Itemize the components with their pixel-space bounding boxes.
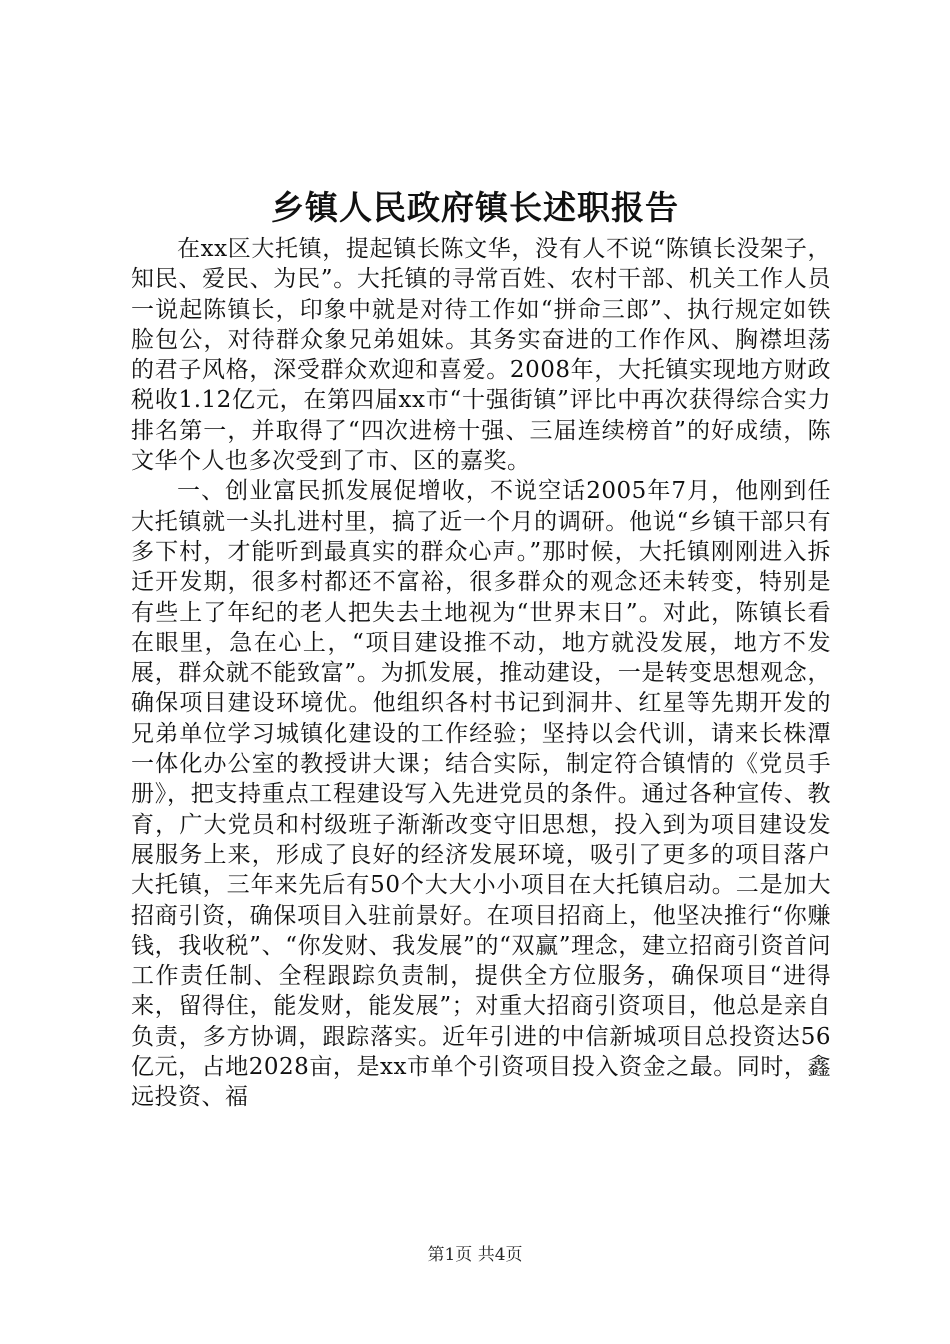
page-footer: 第1页 共4页	[427, 1245, 523, 1265]
document-body	[131, 234, 831, 1113]
paragraph-intro: 在xx区大托镇，提起镇长陈文华，没有人不说“陈镇长没架子，知民、爱民、为民”。大托镇的寻常百姓、农村干部、机关工作人员一说起陈镇长，印象中就是对待工作如“拼命三郎”、执行规定如铁脸包公，对待群众象兄弟姐妹。其务实奋进的工作作风、胸襟坦荡的君子风格，深受群众欢迎和喜爱。2008年，大托镇实现地方财政税收1.12亿元，在第四届xx市“十强街镇”评比中再次获得综合实力排名第一，并取得了“四次进榜十强、三届连续榜首”的好成绩，陈文华个人也多次受到了市、区的嘉奖。	[131, 236, 831, 475]
paragraph-section-one: 一、创业富民抓发展促增收，不说空话2005年7月，他刚到任大托镇就一头扎进村里，搞了近一个月的调研。他说“乡镇干部只有多下村，才能听到最真实的群众心声。”那时候，大托镇刚刚进入拆迁开发期，很多村都还不富裕，很多群众的观念还未转变，特别是有些上了年纪的老人把失去土地视为“世界末日”。对此，陈镇长看在眼里，急在心上，“项目建设推不动，地方就没发展，地方不发展，群众就不能致富”。为抓发展，推动建设，一是转变思想观念，确保项目建设环境优。他组织各村书记到洞井、红星等先期开发的兄弟单位学习城镇化建设的工作经验；坚持以会代训，请来长株潭一体化办公室的教授讲大课；结合实际，制定符合镇情的《党员手册》，把支持重点工程建设写入先进党员的条件。通过各种宣传、教育，广大党员和村级班子渐渐改变守旧思想，投入到为项目建设发展服务上来，形成了良好的经济发展环境，吸引了更多的项目落户大托镇，三年来先后有50个大大小小项目在大托镇启动。二是加大招商引资，确保项目入驻前景好。在项目招商上，他坚决推行“你赚钱，我收税”、“你发财、我发展”的“双赢”理念，建立招商引资首问工作责任制、全程跟踪负责制，提供全方位服务，确保项目“进得来，留得住，能发财，能发展”；对重大招商引资项目，他总是亲自负责，多方协调，跟踪落实。近年引进的中信新城项目总投资达56亿元，占地2028亩，是xx市单个引资项目投入资金之最。同时，鑫远投资、福	[131, 478, 831, 1111]
document-title: 乡镇人民政府镇长述职报告	[271, 188, 679, 227]
